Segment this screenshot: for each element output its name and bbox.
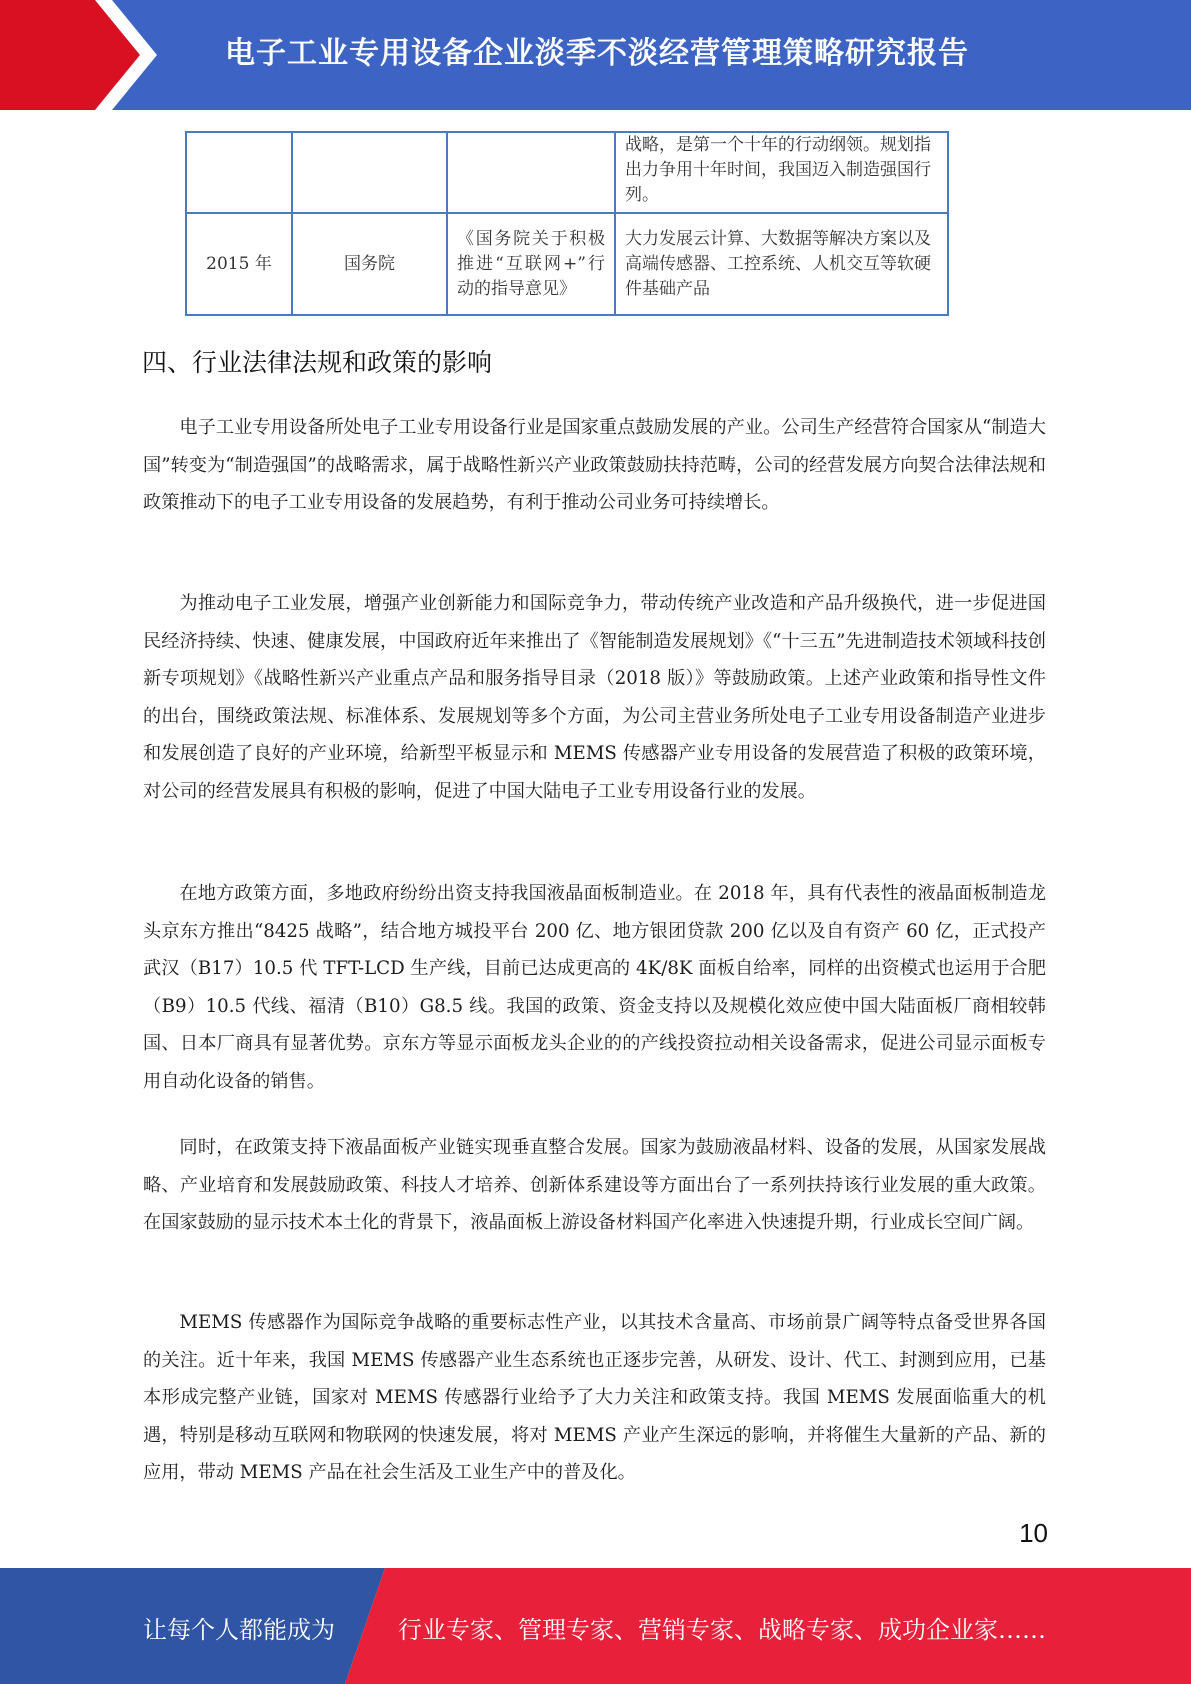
footer-banner bbox=[0, 1568, 1191, 1684]
table-cell-year: 2015 年 bbox=[186, 213, 292, 315]
table-row bbox=[186, 132, 948, 213]
paragraph: 同时，在政策支持下液晶面板产业链实现垂直整合发展。国家为鼓励液晶材料、设备的发展，从国家发展战略、产业培育和发展鼓励政策、科技人才培养、创新体系建设等方面出台了一系列扶持该行业发展的重大政策。在国家鼓励的显示技术本土化的背景下，液晶面板上游设备材料国产化率进入快速提升期，行业成长空间广阔。 bbox=[143, 1137, 1046, 1233]
report-title: 电子工业专用设备企业淡季不淡经营管理策略研究报告 bbox=[225, 36, 969, 71]
paragraph: 电子工业专用设备所处电子工业专用设备行业是国家重点鼓励发展的产业。公司生产经营符合国家从“制造大国”转变为“制造强国”的战略需求，属于战略性新兴产业政策鼓励扶持范畴，公司的经营发展方向契合法律法规和政策推动下的电子工业专用设备的发展趋势，有利于推动公司业务可持续增长。 bbox=[143, 417, 1046, 513]
table-cell-content: 大力发展云计算、大数据等解决方案以及高端传感器、工控系统、人机交互等软硬件基础产品 bbox=[615, 213, 948, 315]
paragraph: MEMS 传感器作为国际竞争战略的重要标志性产业，以其技术含量高、市场前景广阔等特点备受世界各国的关注。近十年来，我国 MEMS 传感器产业生态系统也正逐步完善，从研发、设计、代工、封测到应用，已基本形成完整产业链，国家对 MEMS 传感器行业给予了大力关注和政策支持。我国 MEMS 发展面临重大的机遇，特别是移动互联网和物联网的快速发展，将对 MEMS 产业产生深远的影响，并将催生大量新的产品、新的应用，带动 MEMS 产品在社会生活及工业生产中的普及化。 bbox=[143, 1312, 1046, 1483]
section-heading: 四、行业法律法规和政策的影响 bbox=[142, 348, 493, 377]
footer-slogan-right: 行业专家、管理专家、营销专家、战略专家、成功企业家…… bbox=[398, 1616, 1046, 1644]
page-number: 10 bbox=[1019, 1518, 1048, 1548]
paragraph: 为推动电子工业发展，增强产业创新能力和国际竞争力，带动传统产业改造和产品升级换代，进一步促进国民经济持续、快速、健康发展，中国政府近年来推出了《智能制造发展规划》《“十三五”先进制造技术领域科技创新专项规划》《战略性新兴产业重点产品和服务指导目录（2018 版）》等鼓励政策。上述产业政策和指导性文件的出台，围绕政策法规、标准体系、发展规划等多个方面，为公司主营业务所处电子工业专用设备制造产业进步和发展创造了良好的产业环境，给新型平板显示和 MEMS 传感器产业专用设备的发展营造了积极的政策环境，对公司的经营发展具有积极的影响，促进了中国大陆电子工业专用设备行业的发展。 bbox=[143, 593, 1046, 802]
footer-slogan-left: 让每个人都能成为 bbox=[143, 1616, 335, 1644]
table-cell bbox=[186, 132, 292, 213]
paragraph: 在地方政策方面，多地政府纷纷出资支持我国液晶面板制造业。在 2018 年，具有代表性的液晶面板制造龙头京东方推出“8425 战略”，结合地方城投平台 200 亿、地方银团贷款 200 亿以及自有资产 60 亿，正式投产武汉（B17）10.5 代 TFT-LCD 生产线，目前已达成更高的 4K/8K 面板自给率，同样的出资模式也运用于合肥（B9）10.5 代线、福清（B10）G8.5 线。我国的政策、资金支持以及规模化效应使中国大陆面板厂商相较韩国、日本厂商具有显著优势。京东方等显示面板龙头企业的的产线投资拉动相关设备需求，促进公司显示面板专用自动化设备的销售。 bbox=[143, 883, 1046, 1092]
table-cell bbox=[447, 132, 615, 213]
table-row bbox=[186, 213, 948, 315]
chevron-arrow-icon bbox=[0, 0, 160, 110]
header-banner bbox=[0, 0, 1191, 110]
table-cell bbox=[292, 132, 447, 213]
policy-table bbox=[185, 131, 949, 316]
table-cell: 战略，是第一个十年的行动纲领。规划指出力争用十年时间，我国迈入制造强国行列。 bbox=[615, 132, 948, 213]
table-cell-issuer: 国务院 bbox=[292, 213, 447, 315]
table-cell-document: 《国务院关于积极推进“互联网+”行动的指导意见》 bbox=[447, 213, 615, 315]
